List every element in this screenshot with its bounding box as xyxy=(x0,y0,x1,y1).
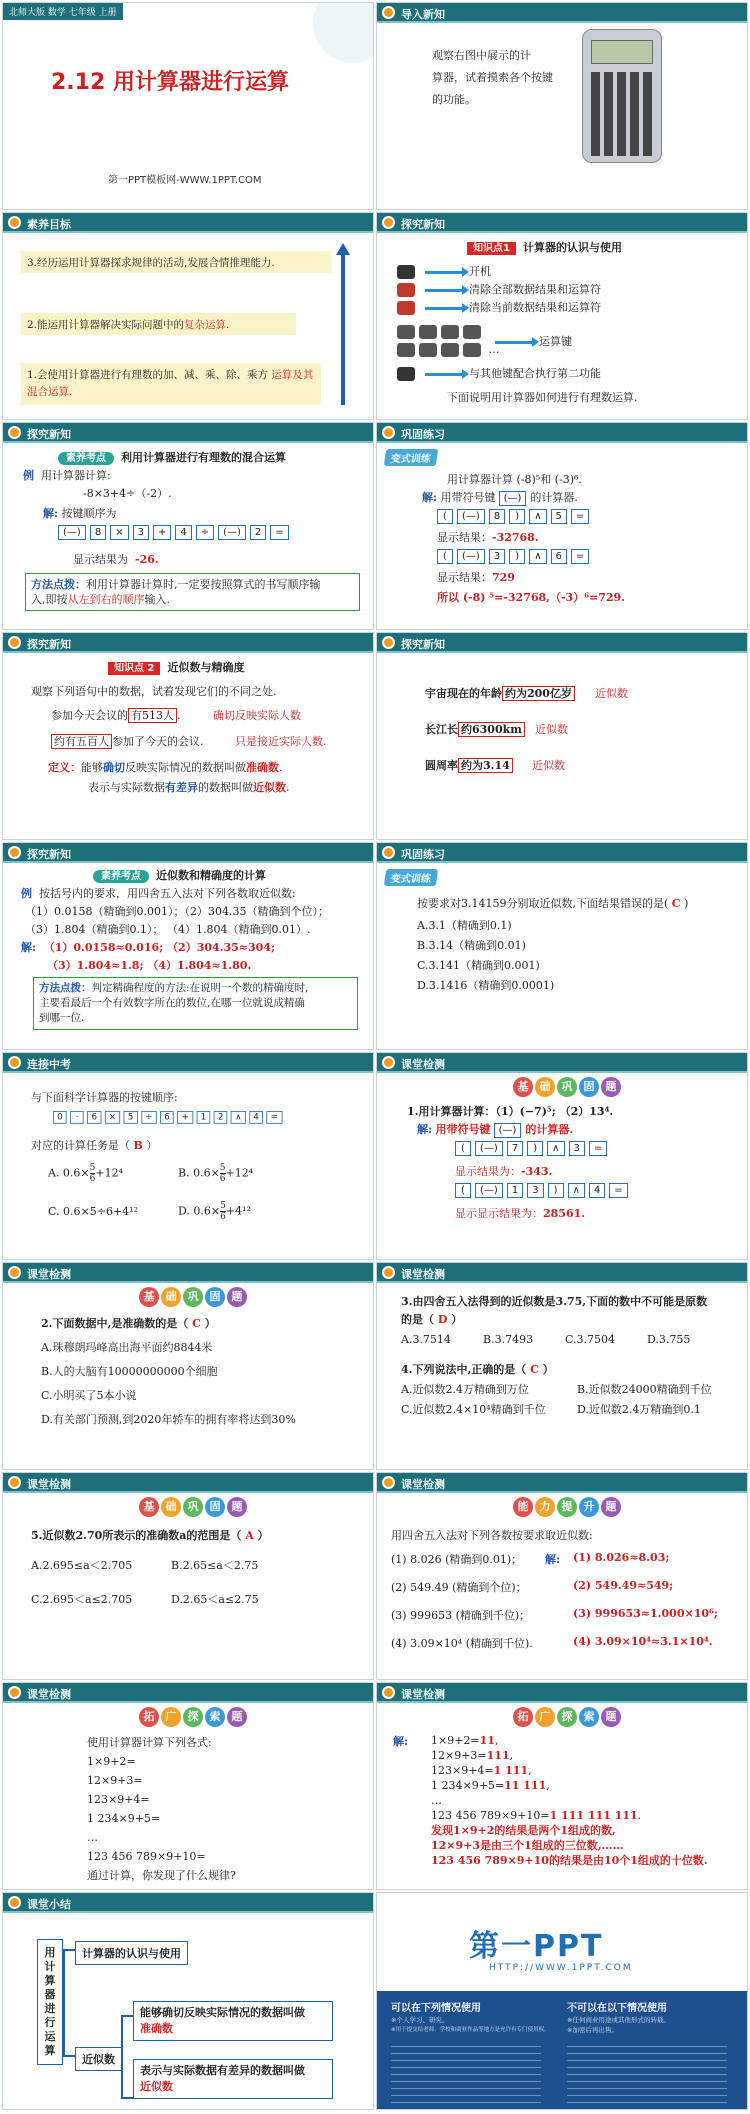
calculator-icon xyxy=(582,29,662,163)
option-c: C.3.141（精确到0.001) xyxy=(417,959,540,972)
key: + xyxy=(177,1111,193,1124)
header-title: 课堂检测 xyxy=(401,1478,445,1491)
slide-keys xyxy=(376,212,748,420)
example-expr: -8×3+4÷（-2）. xyxy=(83,487,172,500)
result-1: 显示结果：-32768. xyxy=(437,531,539,544)
example-q: 例 按括号内的要求，用四舍五入法对下列各数取近似数: xyxy=(21,887,296,900)
part-4: (4) 3.09×10⁴ (精确到千位). xyxy=(391,1637,533,1650)
header-title: 课堂检测 xyxy=(27,1268,71,1281)
key-ac: 清除全部数据结果和运算符 xyxy=(397,281,601,297)
option-4c: C.近似数2.4×10⁴精确到千位 xyxy=(401,1403,546,1416)
key-neg: (—) xyxy=(58,525,86,540)
header-icon xyxy=(382,1686,395,1699)
key: 3 xyxy=(489,549,505,564)
key: 4 xyxy=(249,1111,263,1124)
key: = xyxy=(266,1111,282,1124)
key: 2 xyxy=(214,1111,228,1124)
kp-badge: 知识点1 xyxy=(467,242,516,255)
question-3b: 的是（ D ） xyxy=(401,1313,463,1326)
key: 2 xyxy=(250,525,266,540)
answer-2: (2) 549.49≈549; xyxy=(573,1579,674,1592)
key: ( xyxy=(455,1141,471,1156)
observe-text: 观察下列语句中的数据，试着发现它们的不同之处. xyxy=(31,685,277,698)
key-sequence-1 xyxy=(455,1141,611,1156)
header-icon xyxy=(8,1266,21,1279)
part-1: （1）0.0158（精确到0.001）；（2）304.35（精确到个位）； xyxy=(25,905,329,918)
cannot-use-1: ※任何商业用途或其他形式的转载。 xyxy=(567,2016,670,2024)
slide-header xyxy=(377,843,747,863)
header-title: 课堂小结 xyxy=(27,1898,71,1911)
header-title: 连接中考 xyxy=(27,1058,71,1071)
slide-header xyxy=(377,423,747,443)
can-use-1: ※个人学习、研究。 xyxy=(391,2016,449,2024)
kp-row: 知识点 2 近似数与精确度 xyxy=(108,659,244,675)
header-title: 探究新知 xyxy=(27,848,71,861)
slide-practice-1 xyxy=(376,422,748,630)
key-shift: 与其他键配合执行第二功能 xyxy=(397,365,601,381)
brand-area xyxy=(377,1893,747,1991)
slide-header xyxy=(3,1893,373,1913)
key: × xyxy=(110,525,128,540)
kp-row xyxy=(467,239,622,255)
header-icon xyxy=(382,1056,395,1069)
slide-practice-2 xyxy=(376,842,748,1050)
slide-header xyxy=(3,633,373,653)
header-icon xyxy=(8,1476,21,1489)
goal-3: 3.经历运用计算器探求规律的活动,发展合情推理能力. xyxy=(21,251,331,273)
result-2: 显示显示结果为：28561. xyxy=(455,1207,586,1220)
header-title: 素养目标 xyxy=(27,218,71,231)
header-title: 探究新知 xyxy=(27,638,71,651)
slide-approx-examples xyxy=(376,632,748,840)
option-c: C. 0.6×5÷6+4¹² xyxy=(48,1205,138,1218)
slide-header xyxy=(377,1263,747,1283)
can-use-title: 可以在下列情况使用 xyxy=(391,2003,481,2014)
key-neg: (—) xyxy=(218,525,246,540)
key: 5 xyxy=(124,1111,138,1124)
question: 用计算器计算 (-8)⁵和 (-3)⁶. xyxy=(447,473,582,486)
slide-check-3 xyxy=(376,1262,748,1470)
slide-title xyxy=(2,2,374,210)
slide-header xyxy=(3,423,373,443)
question: 按要求对3.14159分别取近似数,下面结果错误的是( C ) xyxy=(417,897,689,910)
definition-2: 表示与实际数据有差异的数据叫做近似数. xyxy=(88,781,290,794)
slide-header xyxy=(3,213,373,233)
header-title: 课堂检测 xyxy=(27,1688,71,1701)
summary-leaf-1: 能够确切反映实际情况的数据叫做 准确数 xyxy=(133,2001,333,2041)
key: ∧ xyxy=(568,1183,585,1198)
key: (—) xyxy=(475,1141,503,1156)
slide-explore-answer xyxy=(376,1682,748,1890)
header-icon xyxy=(382,846,395,859)
note-1: 近似数 xyxy=(595,687,628,700)
question-4: 4.下列说法中,正确的是（ C ） xyxy=(401,1363,554,1376)
header-icon xyxy=(382,426,395,439)
key: ( xyxy=(437,549,453,564)
slide-header xyxy=(3,1683,373,1703)
option-b: B.2.65≤a＜2.75 xyxy=(171,1559,259,1572)
slide-header xyxy=(3,843,373,863)
option-c: C.小明买了5本小说 xyxy=(41,1389,137,1402)
key: 6 xyxy=(551,549,567,564)
header-icon xyxy=(8,1686,21,1699)
header-title: 探究新知 xyxy=(27,428,71,441)
result-2: 显示结果：729 xyxy=(437,571,515,584)
license-area xyxy=(377,1991,747,2110)
slide-summary xyxy=(2,1892,374,2110)
slide-goals xyxy=(2,212,374,420)
key: ) xyxy=(509,549,525,564)
page-title: 2.12 用计算器进行运算 xyxy=(51,70,289,95)
slide-header xyxy=(377,213,747,233)
kp-title: 计算器的认识与使用 xyxy=(522,241,622,254)
slide-exam-link xyxy=(2,1052,374,1260)
key-ops2: … xyxy=(397,343,500,357)
header-icon xyxy=(382,1476,395,1489)
example-q: 例 用计算器计算: xyxy=(23,469,111,482)
header-icon xyxy=(8,1056,21,1069)
option-a: A.2.695≤a＜2.705 xyxy=(31,1559,133,1572)
key: = xyxy=(571,549,589,564)
option-a: A.3.1（精确到0.1) xyxy=(417,919,512,932)
option-d: D.有关部门预测,到2020年轿车的拥有率将达到30% xyxy=(41,1413,296,1426)
key-sequence xyxy=(53,1111,285,1124)
slide-header xyxy=(377,1053,747,1073)
keys-footer: 下面说明用计算器如何进行有理数运算. xyxy=(447,391,638,404)
header-icon xyxy=(382,1266,395,1279)
key: 3 xyxy=(527,1183,543,1198)
header-title: 巩固练习 xyxy=(401,848,445,861)
key-ops xyxy=(397,325,485,339)
question: 5.近似数2.70所表示的准确数a的范围是（ A ） xyxy=(31,1529,269,1542)
question: 与下面科学计算器的按键顺序: xyxy=(31,1091,178,1104)
variant-badge: 变式训练 xyxy=(385,869,437,886)
header-icon xyxy=(8,216,21,229)
slide-precision xyxy=(2,842,374,1050)
edition-badge: 北师大版 数学 七年级 上册 xyxy=(3,3,123,20)
example-2: 长江长 约6300km xyxy=(425,721,525,737)
key: 8 xyxy=(90,525,106,540)
sentence-2: 约有五百人 参加了今天的会议. xyxy=(51,733,204,749)
part-1: (1) 8.026 (精确到0.01)； xyxy=(391,1553,523,1566)
ops-label: 运算键 xyxy=(489,333,572,349)
solution-label: 解: xyxy=(545,1553,561,1566)
answer-1: (1) 8.026≈8.03; xyxy=(573,1551,670,1564)
summary-root: 用计算器进行运算 xyxy=(37,1939,63,2065)
brand-url: HTTP://WWW.1PPT.COM xyxy=(489,1963,633,1973)
key: ) xyxy=(548,1183,564,1198)
slide-ability xyxy=(376,1472,748,1680)
method-tip: 方法点拨：利用计算器计算时,一定要按照算式的书写顺序输 入,即按从左到右的顺序输入. xyxy=(25,573,360,611)
link-list-right xyxy=(567,2041,727,2103)
key: (—) xyxy=(475,1183,503,1198)
definition-1: 定义：能够确切反映实际情况的数据叫做准确数. xyxy=(48,761,283,774)
explore-list: 使用计算器计算下列各式: 1×9+2= 12×9+3= 123×9+4= 1 234×9+5= … 123 456 789×9+10= 通过计算，你发现了什么规律? xyxy=(87,1736,236,1882)
key: = xyxy=(571,509,589,524)
topic-row: 素养考点 近似数和精确度的计算 xyxy=(93,867,266,883)
slide-intro xyxy=(376,2,748,210)
summary-node-1: 计算器的认识与使用 xyxy=(75,1941,188,1965)
slide-check-2 xyxy=(2,1262,374,1470)
cannot-use-title: 不可以在以下情况使用 xyxy=(567,2003,667,2014)
header-title: 课堂检测 xyxy=(401,1688,445,1701)
source-text: 第一PPT模板网-WWW.1PPT.COM xyxy=(108,175,262,186)
option-a: A. 0.6× $\frac{5}{6}$ +12⁴ xyxy=(48,1163,124,1184)
header-icon xyxy=(382,6,395,19)
header-icon xyxy=(382,216,395,229)
key-on: 开机 xyxy=(397,263,491,279)
slide-header xyxy=(377,1683,747,1703)
key: · xyxy=(70,1111,84,1124)
slide-header xyxy=(377,633,747,653)
option-b: B.人的大脑有10000000000个细胞 xyxy=(41,1365,218,1378)
task-question: 对应的计算任务是（ B ） xyxy=(31,1139,158,1152)
key-sequence-2 xyxy=(455,1183,632,1198)
key-sequence-2 xyxy=(437,549,593,564)
can-use-2: ※用于提交给老师、学校和商业作品等地方是允许有专门使用权。 xyxy=(391,2027,550,2033)
header-icon xyxy=(382,636,395,649)
key: ∧ xyxy=(529,549,546,564)
part-2: （3）1.804（精确到0.1）； （4）1.804（精确到0.01）. xyxy=(25,923,311,936)
header-title: 探究新知 xyxy=(401,638,445,651)
tip-line: 解: 用带符号键 (—) 的计算器. xyxy=(417,1123,574,1136)
goal-2: 2.能运用计算器解决实际问题中的复杂运算. xyxy=(21,313,296,335)
slide-check-1 xyxy=(376,1052,748,1260)
part-2: (2) 549.49 (精确到个位)； xyxy=(391,1581,527,1594)
key: 6 xyxy=(87,1111,101,1124)
key: ( xyxy=(455,1183,471,1198)
slide-brand xyxy=(376,1892,748,2110)
key: ) xyxy=(527,1141,543,1156)
method-tip: 方法点拨：判定精确程度的方法:在说明一个数的精确度时, 主要看最后一个有效数字所在的数位,在哪一位就说成精确 到哪一位. xyxy=(33,977,358,1030)
key: 1 xyxy=(196,1111,210,1124)
level-seals: 拓 广 探 索 题 xyxy=(138,1707,248,1727)
result-1: 显示结果为：-343. xyxy=(455,1165,553,1178)
key: 5 xyxy=(551,509,567,524)
answer-list: 1×9+2=11, 12×9+3=111, 123×9+4=1 111, 1 234×9+5=11 111, … 123 456 789×9+10=1 111 111 111. 发现1×9+2的结果是两个1组成的数, 12×9+3是由三个1组成的三位数,…… 123 456 789×9+10的结果是由10个1组成的十位数. xyxy=(431,1734,708,1867)
key: = xyxy=(270,525,288,540)
solution-line: 解: 按键顺序为 xyxy=(43,507,117,520)
summary-node-2: 近似数 xyxy=(75,2047,122,2071)
tip-line: 解: 用带符号键 (—) 的计算器. xyxy=(422,491,578,504)
header-title: 课堂检测 xyxy=(401,1058,445,1071)
example-1: 宇宙现在的年龄 约为200亿岁 xyxy=(425,685,575,701)
header-icon xyxy=(8,1896,21,1909)
header-icon xyxy=(8,426,21,439)
slide-header xyxy=(377,3,747,23)
key: 6 xyxy=(160,1111,174,1124)
option-d: D. 0.6× $\frac{5}{6}$ +4¹² xyxy=(178,1201,251,1222)
header-icon xyxy=(8,636,21,649)
header-title: 巩固练习 xyxy=(401,428,445,441)
key: 4 xyxy=(589,1183,605,1198)
level-seals: 基 础 巩 固 题 xyxy=(138,1497,248,1517)
option-d: D.3.1416（精确到0.0001) xyxy=(417,979,555,992)
slide-header xyxy=(3,1053,373,1073)
slide-mixed-ops xyxy=(2,422,374,630)
key: 8 xyxy=(489,509,505,524)
sub-brace xyxy=(121,2015,133,2099)
goal-1: 1.会使用计算器进行有理数的加、减、乘、除、乘方 运算及其混合运算. xyxy=(21,363,321,405)
cannot-use-2: ※加密后再出售。 xyxy=(567,2026,618,2034)
question-3: 3.由四舍五入法得到的近似数是3.75,下面的数中不可能是原数 xyxy=(401,1295,708,1308)
note-3: 近似数 xyxy=(532,759,565,772)
option-c: C.2.695＜a≤2.705 xyxy=(31,1593,133,1606)
header-title: 探究新知 xyxy=(401,218,445,231)
answer-3: (3) 999653≈1.000×10⁶; xyxy=(573,1607,718,1620)
brand-logo: 第一PPT xyxy=(469,1929,604,1964)
arrow-head xyxy=(336,243,350,255)
slide-check-4 xyxy=(2,1472,374,1680)
header-title: 导入新知 xyxy=(401,8,445,21)
key: ) xyxy=(509,509,525,524)
brace-line xyxy=(63,1949,75,2057)
question: 用四舍五入法对下列各数按要求取近似数: xyxy=(391,1529,593,1542)
example-3: 圆周率 约为3.14 xyxy=(425,757,513,773)
option-b: B.3.14（精确到0.01) xyxy=(417,939,526,952)
key-del: 清除当前数据结果和运算符 xyxy=(397,299,601,315)
option-4d: D.近似数2.4万精确到0.1 xyxy=(577,1403,701,1416)
key: + xyxy=(153,525,171,540)
note-2: 只是接近实际人数. xyxy=(235,735,327,748)
option-a: A.珠穆朗玛峰高出海平面约8844米 xyxy=(41,1341,213,1354)
option-4b: B.近似数24000精确到千位 xyxy=(577,1383,712,1396)
question: 2.下面数据中,是准确数的是（ C ） xyxy=(41,1317,216,1330)
key: = xyxy=(589,1141,607,1156)
option-d: D.2.65＜a≤2.75 xyxy=(171,1593,259,1606)
key: × xyxy=(105,1111,121,1124)
slide-header xyxy=(377,1473,747,1493)
key: (—) xyxy=(457,549,485,564)
header-icon xyxy=(8,846,21,859)
answer-2: （3）1.804≈1.8; （4）1.804≈1.80. xyxy=(47,959,252,972)
conclusion: 所以 (-8) ⁵=-32768,（-3）⁶=729. xyxy=(437,591,626,604)
intro-text: 观察右图中展示的计 算器，试着摸索各个按键 的功能。 xyxy=(432,49,553,106)
options-3: A.3.7514 B.3.7493 C.3.7504 D.3.755 xyxy=(401,1333,691,1346)
level-seals: 基 础 巩 固 题 xyxy=(512,1077,622,1097)
key: ∧ xyxy=(231,1111,246,1124)
topic-row: 素养考点 利用计算器进行有理数的混合运算 xyxy=(58,449,286,465)
part-3: (3) 999653 (精确到千位)； xyxy=(391,1609,531,1622)
progress-arrow xyxy=(341,255,345,405)
slide-header xyxy=(3,1263,373,1283)
key-sequence-1 xyxy=(437,509,593,524)
level-seals: 基 础 巩 固 题 xyxy=(138,1287,248,1307)
key: ∧ xyxy=(547,1141,564,1156)
header-title: 课堂检测 xyxy=(27,1478,71,1491)
variant-badge: 变式训练 xyxy=(385,449,437,466)
summary-leaf-2: 表示与实际数据有差异的数据叫做 近似数 xyxy=(133,2059,333,2099)
slide-header xyxy=(3,1473,373,1493)
solution-label: 解: xyxy=(393,1735,409,1748)
slide-approx-intro xyxy=(2,632,374,840)
slide-explore xyxy=(2,1682,374,1890)
key: = xyxy=(609,1183,627,1198)
option-4a: A.近似数2.4万精确到万位 xyxy=(401,1383,529,1396)
key: 7 xyxy=(507,1141,523,1156)
deco-corner xyxy=(313,2,374,63)
result-line: 显示结果为 -26. xyxy=(73,553,159,566)
answer-4: (4) 3.09×10⁴≈3.1×10⁴. xyxy=(573,1635,713,1648)
link-list-left xyxy=(391,2041,541,2103)
key: ÷ xyxy=(196,525,214,540)
key-sequence xyxy=(58,525,293,540)
note-1: 确切反映实际人数 xyxy=(213,709,301,722)
level-seals: 能 力 提 升 题 xyxy=(512,1497,622,1517)
option-b: B. 0.6× $\frac{5}{6}$ +12⁴ xyxy=(178,1163,254,1184)
header-title: 课堂检测 xyxy=(401,1268,445,1281)
key: ( xyxy=(437,509,453,524)
key: 1 xyxy=(507,1183,523,1198)
question: 1.用计算器计算：（1）(−7)⁵; （2）13⁴. xyxy=(407,1105,614,1118)
key: 3 xyxy=(569,1141,585,1156)
sentence-1: 参加今天会议的 有513人 . xyxy=(51,709,181,722)
note-2: 近似数 xyxy=(535,723,568,736)
answer-1: 解: （1）0.0158≈0.016; （2）304.35≈304; xyxy=(21,941,276,954)
key: 0 xyxy=(53,1111,67,1124)
level-seals: 拓 广 探 索 题 xyxy=(512,1707,622,1727)
key: (—) xyxy=(457,509,485,524)
key: 3 xyxy=(133,525,149,540)
key: 4 xyxy=(175,525,191,540)
key: ÷ xyxy=(141,1111,157,1124)
key: ∧ xyxy=(529,509,546,524)
